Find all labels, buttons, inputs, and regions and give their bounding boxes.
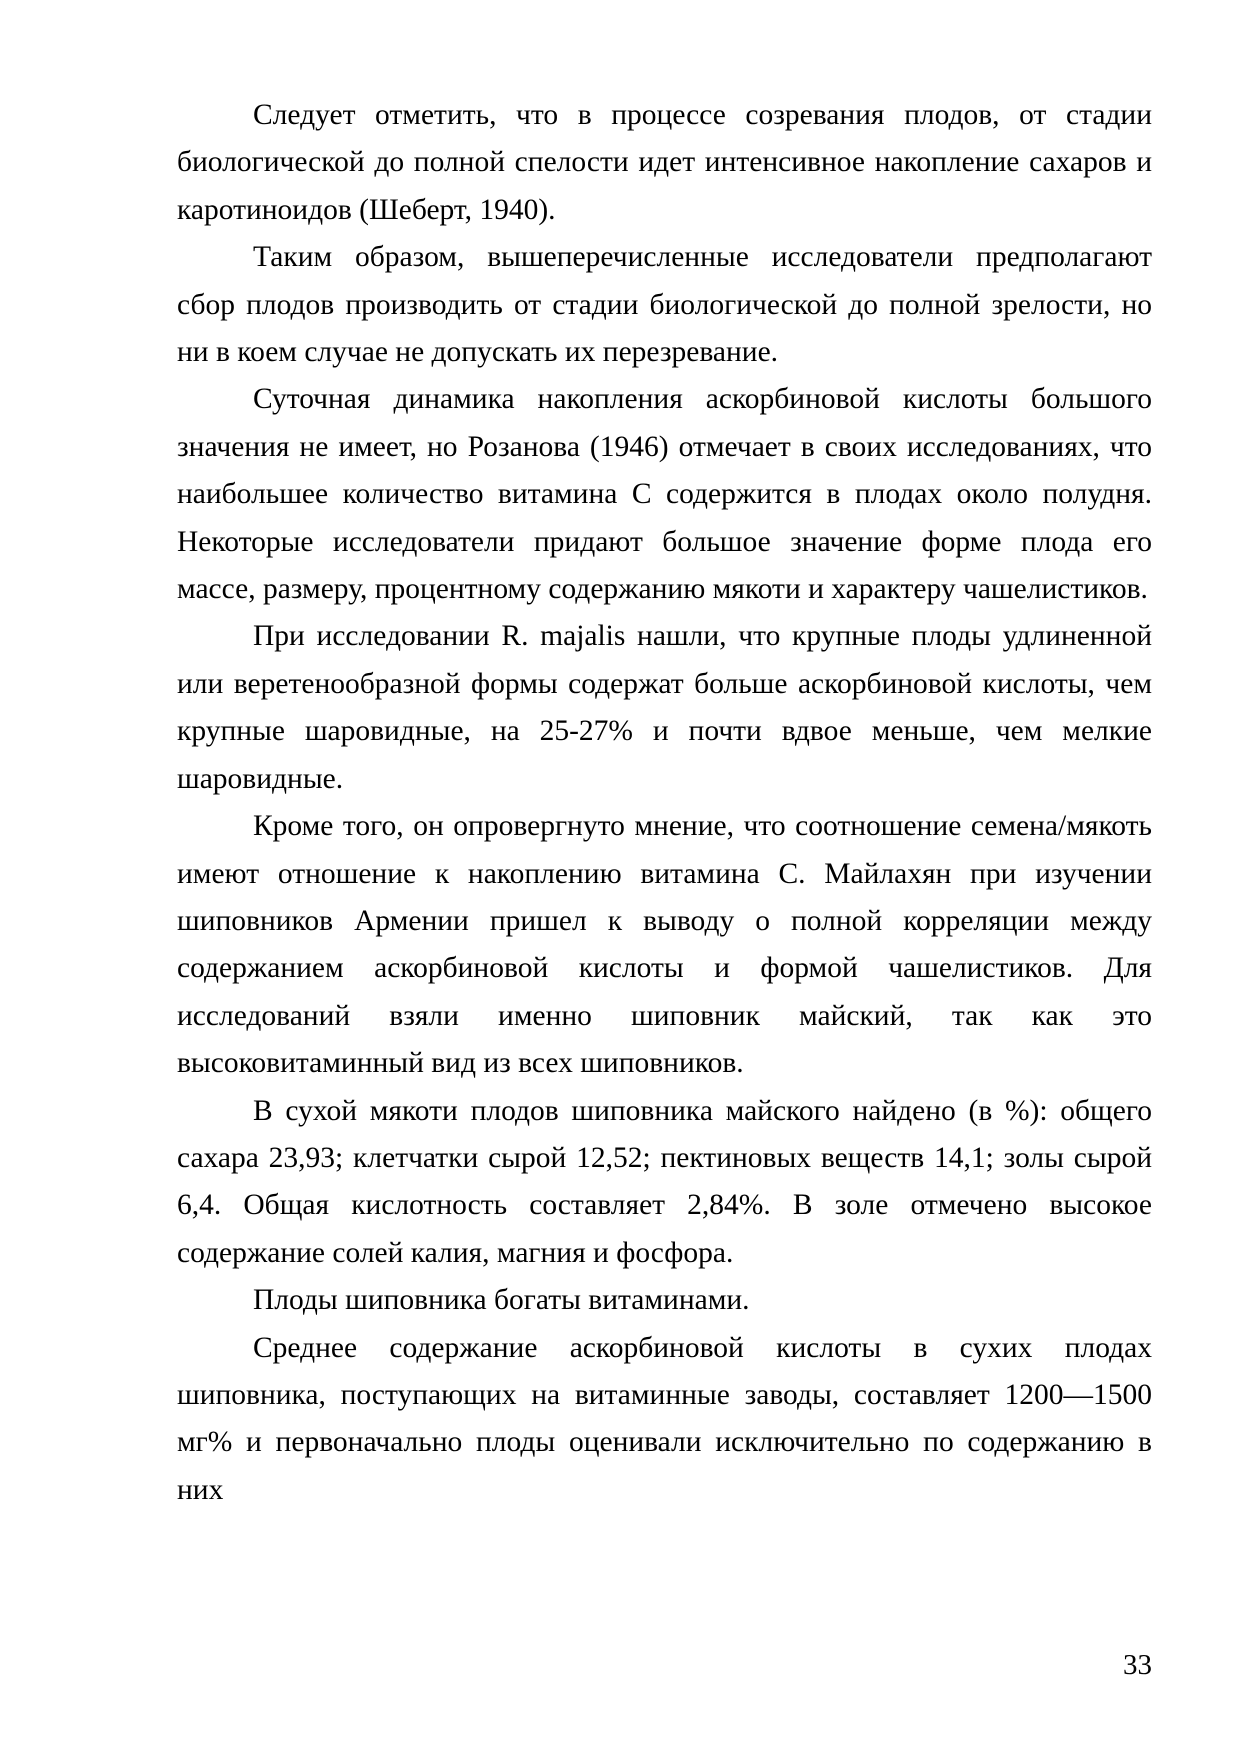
paragraph-harvest-stage: Таким образом, вышеперечисленные исследователи предполагают сбор плодов производить от стадии биологической до полной зрелости, но ни в коем случае не допускать их перезревание. (177, 241, 1152, 369)
paragraph-r-majalis-shape: При исследовании R. majalis нашли, что крупные плоды удлиненной или веретенообразной формы содержат больше аскорбиновой кислоты, чем крупные шаровидные, на 25-27% и почти вдвое меньше, чем мелкие шаровидные. (177, 620, 1152, 795)
paragraph-seed-pulp-ratio: Кроме того, он опровергнуто мнение, что соотношение семена/мякоть имеют отношение к накоплению витамина С. Майлахян при изучении шиповников Армении пришел к выводу о полной корреляции между содержанием аскорбиновой кислоты и формой чашелистиков. Для исследований взяли именно шиповник майский, так как это высоковитаминный вид из всех шиповников. (177, 810, 1152, 1080)
paragraph-average-ascorbic-content: Среднее содержание аскорбиновой кислоты в сухих плодах шиповника, поступающих на витаминные заводы, составляет 1200—1500 мг% и первоначально плоды оценивали исключительно по содержанию в них (177, 1331, 1152, 1506)
paragraph-ripening-sugars: Следует отметить, что в процессе созревания плодов, от стадии биологической до полной спелости идет интенсивное накопление сахаров и каротиноидов (Шеберт, 1940). (177, 99, 1152, 226)
paragraph-dry-pulp-composition: В сухой мякоти плодов шиповника майского найдено (в %): общего сахара 23,93; клетчатки сырой 12,52; пектиновых веществ 14,1; золы сырой 6,4. Общая кислотность составляет 2,84%. В золе отмечено высокое содержание солей калия, магния и фосфора. (177, 1094, 1152, 1269)
paragraph-daily-dynamics: Суточная динамика накопления аскорбиновой кислоты большого значения не имеет, но Розанова (1946) отмечает в своих исследованиях, что наибольшее количество витамина С содержится в плодах около полудня. Некоторые исследователи придают большое значение форме плода его массе, размеру, процентному содержанию мякоти и характеру чашелистиков. (177, 383, 1152, 606)
page-body-text (177, 92, 1152, 1514)
paragraph-vitamin-rich: Плоды шиповника богаты витаминами. (253, 1284, 750, 1317)
page-number: 33 (1123, 1649, 1152, 1681)
